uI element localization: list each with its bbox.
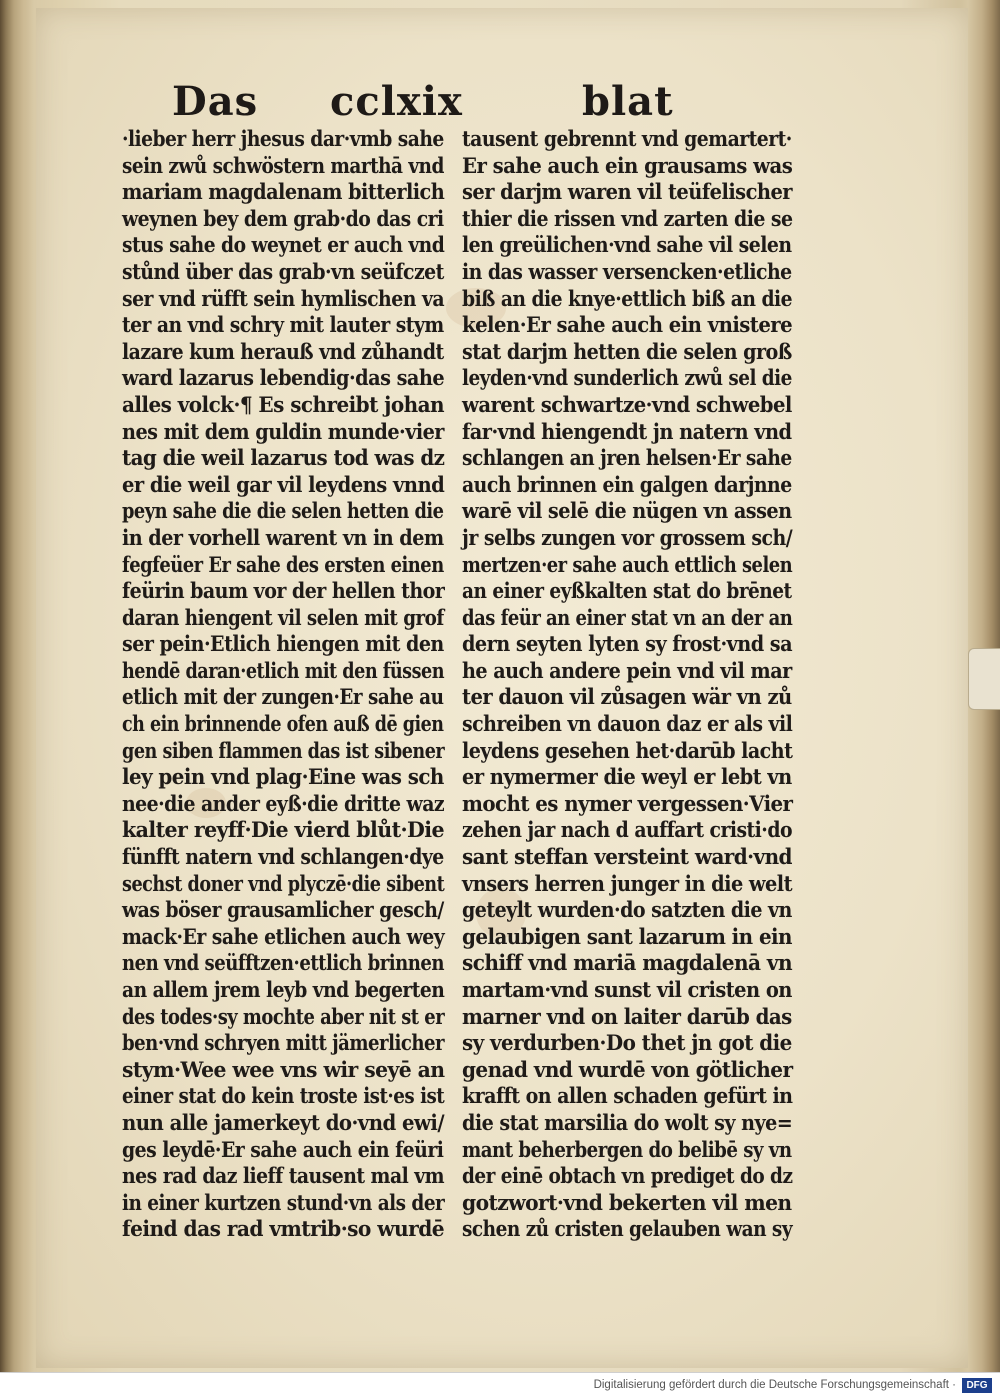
- text-column-right: [462, 126, 792, 1243]
- text-line: das feür an einer stat vn an der an: [462, 604, 793, 630]
- text-line: stus sahe do weynet er auch vnd: [122, 232, 445, 258]
- text-column-left: [122, 126, 444, 1243]
- page-tab-marker: [968, 648, 1000, 710]
- text-line: zehen jar nach d auffart cristi·do: [462, 817, 792, 843]
- text-line: mocht es nymer vergessen·Vier: [462, 790, 793, 816]
- text-line: leydens gesehen het·darūb lacht: [462, 737, 793, 763]
- dfg-logo: DFG: [962, 1378, 992, 1393]
- text-line: ter dauon vil zůsagen wär vn zů: [462, 684, 792, 710]
- text-line: in einer kurtzen stund·vn als der: [122, 1189, 445, 1215]
- text-line: far·vnd hiengendt jn natern vnd: [462, 418, 792, 444]
- text-line: warē vil selē die nügen vn assen: [462, 498, 792, 524]
- running-header: [0, 72, 1000, 132]
- text-line: ch ein brinnende ofen auß dē gien: [122, 711, 444, 737]
- text-line: kalter reyff·Die vierd blůt·Die: [122, 817, 445, 843]
- text-line: ser darjm waren vil teüfelischer: [462, 179, 792, 205]
- text-line: mariam magdalenam bitterlich: [122, 179, 445, 205]
- text-line: des todes·sy mochte aber nit st er: [122, 1003, 445, 1029]
- text-line: alles volck·¶ Es schreibt johan: [122, 391, 444, 417]
- text-line: genad vnd wurdē von götlicher: [462, 1056, 793, 1082]
- text-line: daran hiengent vil selen mit grof: [122, 604, 444, 630]
- header-right-word: blat: [582, 78, 674, 125]
- text-line: ·lieber herr jhesus dar·vmb sahe: [122, 126, 444, 151]
- text-line: nen vnd seüfftzen·ettlich brinnen: [122, 950, 444, 976]
- header-left-word: Das: [172, 78, 259, 125]
- text-line: ser vnd rüfft sein hymlischen va: [122, 285, 445, 311]
- text-line: nes mit dem guldin munde·vier: [122, 418, 444, 444]
- text-line: ben·vnd schryen mitt jämerlicher: [122, 1030, 445, 1056]
- text-line: gen siben flammen das ist sibener: [122, 737, 445, 763]
- text-line: gotzwort·vnd bekerten vil men: [462, 1189, 792, 1215]
- text-line: Er sahe auch ein grausams was: [462, 152, 793, 178]
- text-line: an allem jrem leyb vnd begerten: [122, 977, 445, 1002]
- text-line: ges leydē·Er sahe auch ein feüri: [122, 1136, 444, 1162]
- text-line: kelen·Er sahe auch ein vnistere: [462, 312, 793, 338]
- text-line: in das wasser versencken·etliche: [462, 258, 792, 284]
- text-line: nun alle jamerkeyt do·vnd ewi/: [122, 1109, 444, 1135]
- text-line: er nymermer die weyl er lebt vn: [462, 764, 792, 790]
- text-line: die stat marsilia do wolt sy nye=: [462, 1109, 793, 1135]
- text-line: fünfft natern vnd schlangen·dye: [122, 844, 444, 870]
- text-line: ser pein·Etlich hiengen mit den: [122, 631, 444, 657]
- text-line: tag die weil lazarus tod was dz: [122, 445, 445, 471]
- text-line: was böser grausamlicher gesch/: [122, 897, 444, 923]
- text-line: ward lazarus lebendig·das sahe: [122, 365, 445, 391]
- text-line: schen zů cristen gelauben wan sy: [462, 1216, 793, 1242]
- text-line: sein zwů schwöstern marthā vnd: [122, 152, 444, 178]
- text-line: etlich mit der zungen·Er sahe au: [122, 684, 444, 710]
- text-line: gelaubigen sant lazarum in ein: [462, 923, 792, 949]
- text-line: mant beherbergen do belibē sy vn: [462, 1136, 792, 1162]
- text-line: geteylt wurden·do satzten die vn: [462, 897, 792, 923]
- text-line: der einē obtach vn prediget do dz: [462, 1163, 793, 1189]
- text-line: einer stat do kein troste ist·es ist: [122, 1083, 445, 1109]
- text-line: peyn sahe die die selen hetten die: [122, 498, 444, 524]
- text-line: ley pein vnd plag·Eine was sch: [122, 764, 444, 790]
- text-line: auch brinnen ein galgen darjnne: [462, 471, 792, 497]
- text-line: biß an die knye·ettlich biß an die: [462, 285, 793, 311]
- text-line: feürin baum vor der hellen thor: [122, 578, 445, 604]
- text-line: weynen bey dem grab·do das cri: [122, 205, 444, 231]
- text-line: martam·vnd sunst vil cristen on: [462, 977, 792, 1002]
- folio-number: cclxix: [330, 78, 463, 125]
- text-line: in der vorhell warent vn in dem: [122, 524, 444, 550]
- text-line: stůnd über das grab·vn seüfczet: [122, 258, 444, 284]
- text-line: warent schwartze·vnd schwebel: [462, 391, 792, 417]
- text-line: ter an vnd schry mit lauter stym: [122, 312, 444, 338]
- book-gutter-shadow: [0, 0, 34, 1372]
- text-line: dern seyten lyten sy frost·vnd sa: [462, 631, 793, 657]
- text-line: nee·die ander eyß·die dritte waz: [122, 790, 445, 816]
- text-line: vnsers herren junger in die welt: [462, 870, 793, 896]
- text-line: feind das rad vmtrib·so wurdē: [122, 1216, 445, 1242]
- text-line: schreiben vn dauon daz er als vil: [462, 711, 793, 737]
- text-line: er die weil gar vil leydens vnnd: [122, 471, 445, 497]
- text-line: jr selbs zungen vor grossem sch/: [462, 524, 793, 550]
- text-line: sechst doner vnd plyczē·die sibent: [122, 870, 445, 896]
- text-line: thier die rissen vnd zarten die se: [462, 205, 793, 231]
- text-line: fegfeüer Er sahe des ersten einen: [122, 551, 444, 577]
- text-line: schlangen an jren helsen·Er sahe: [462, 445, 792, 471]
- text-line: sy verdurben·Do thet jn got die: [462, 1030, 792, 1056]
- text-line: sant steffan versteint ward·vnd: [462, 844, 792, 870]
- text-line: lazare kum herauß vnd zůhandt: [122, 338, 444, 364]
- text-line: stat darjm hetten die selen groß: [462, 338, 792, 364]
- text-line: krafft on allen schaden gefürt in: [462, 1083, 793, 1109]
- text-line: he auch andere pein vnd vil mar: [462, 657, 792, 683]
- text-line: stym·Wee wee vns wir seyē an: [122, 1056, 445, 1082]
- text-line: an einer eyßkalten stat do brēnet: [462, 578, 792, 604]
- text-line: leyden·vnd sunderlich zwů sel die: [462, 365, 792, 391]
- text-line: mack·Er sahe etlichen auch wey: [122, 923, 445, 949]
- text-line: tausent gebrennt vnd gemartert·: [462, 126, 792, 151]
- text-line: mertzen·er sahe auch ettlich selen: [462, 551, 793, 577]
- text-line: marner vnd on laiter darūb das: [462, 1003, 792, 1029]
- text-line: hendē daran·etlich mit den füssen: [122, 657, 445, 683]
- text-line: schiff vnd mariā magdalenā vn: [462, 950, 793, 976]
- text-line: len greülichen·vnd sahe vil selen: [462, 232, 792, 258]
- funding-credit: Digitalisierung gefördert durch die Deutsche Forschungsgemeinschaft ·: [593, 1379, 956, 1391]
- text-line: nes rad daz lieff tausent mal vm: [122, 1163, 445, 1189]
- footer-bar: [0, 1372, 1000, 1399]
